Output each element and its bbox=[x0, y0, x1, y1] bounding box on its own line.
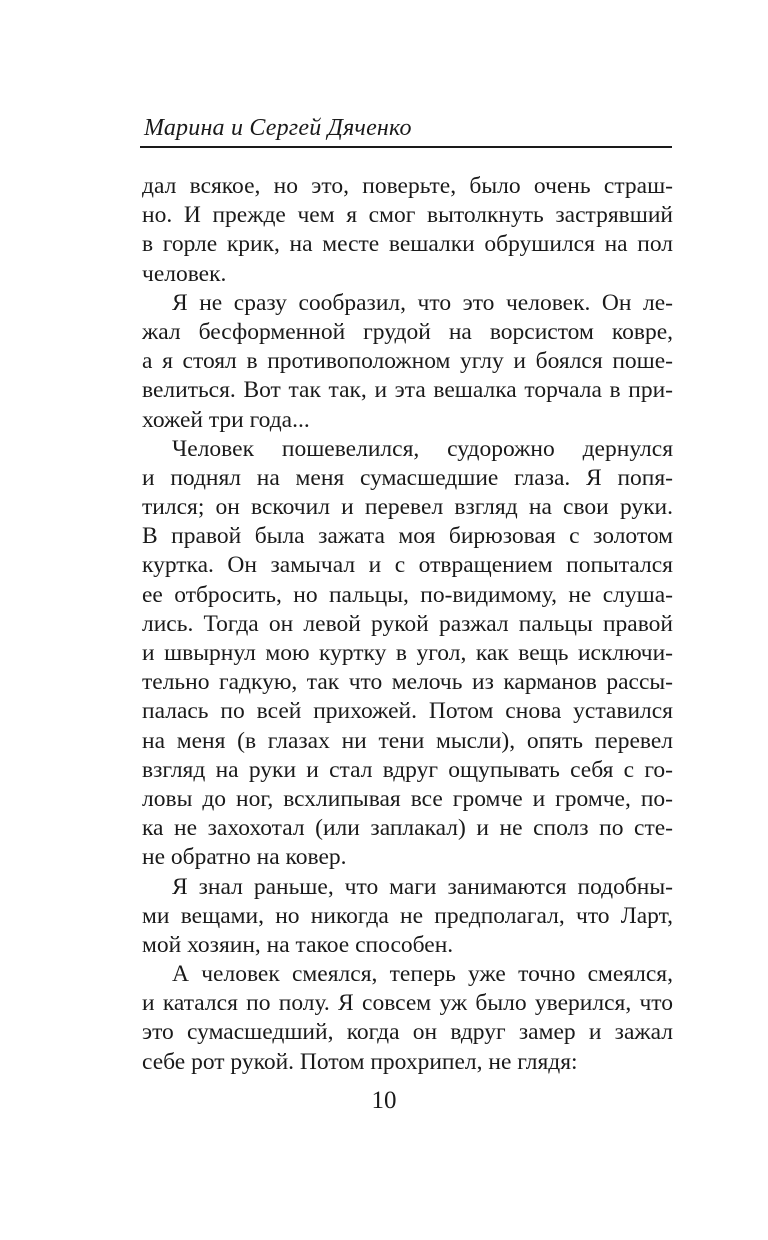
text-line: В правой была зажата моя бирюзовая с золотом bbox=[142, 523, 673, 550]
text-line: мой хозяин, на такое способен. bbox=[142, 931, 454, 958]
text-line: Я не сразу сообразил, что это человек. Он ле- bbox=[172, 289, 673, 316]
running-header bbox=[140, 112, 672, 148]
text-line: ее отбросить, но пальцы, по-видимому, не слуша- bbox=[142, 581, 673, 608]
text-line: тельно гадкую, так что мелочь из карманов рассы- bbox=[142, 669, 673, 696]
text-line: это сумасшедший, когда он вдруг замер и зажал bbox=[142, 1019, 673, 1046]
text-line: Человек пошевелился, судорожно дернулся bbox=[172, 435, 673, 462]
text-line: палась по всей прихожей. Потом снова уставился bbox=[142, 698, 673, 725]
text-line: жал бесформенной грудой на ворсистом ковре, bbox=[142, 318, 673, 345]
text-line: Я знал раньше, что маги занимаются подобны- bbox=[172, 873, 673, 900]
text-line: куртка. Он замычал и с отвращением попытался bbox=[142, 552, 673, 579]
text-line: тился; он вскочил и перевел взгляд на свои руки. bbox=[142, 494, 673, 521]
text-line: ловы до ног, всхлипывая все громче и громче, по- bbox=[142, 785, 673, 812]
text-line: велиться. Вот так так, и эта вешалка торчала в при- bbox=[142, 377, 673, 404]
text-line: ми вещами, но никогда не предполагал, что Ларт, bbox=[142, 902, 673, 929]
text-line: дал всякое, но это, поверьте, было очень страш- bbox=[142, 173, 673, 199]
text-line: на меня (в глазах ни тени мысли), опять перевел bbox=[142, 727, 673, 754]
text-line: а я стоял в противоположном углу и боялся поше- bbox=[142, 348, 673, 375]
text-line: не обратно на ковер. bbox=[142, 844, 347, 871]
text-line: хожей три года... bbox=[142, 406, 310, 433]
text-line: ка не захохотал (или заплакал) и не сполз по сте- bbox=[142, 815, 673, 842]
text-line: лись. Тогда он левой рукой разжал пальцы правой bbox=[142, 610, 673, 637]
text-line: и поднял на меня сумасшедшие глаза. Я попя- bbox=[142, 464, 673, 491]
running-header-author: Марина и Сергей Дяченко bbox=[144, 115, 412, 141]
body-text bbox=[142, 172, 673, 1077]
page-number: 10 bbox=[371, 1087, 397, 1114]
text-line: себе рот рукой. Потом прохрипел, не глядя: bbox=[142, 1048, 578, 1075]
text-line: А человек смеялся, теперь уже точно смеялся, bbox=[172, 961, 673, 988]
text-line: и швырнул мою куртку в угол, как вещь исключи- bbox=[142, 640, 673, 666]
text-line: в горле крик, на месте вешалки обрушился на пол bbox=[142, 231, 673, 258]
text-line: взгляд на руки и стал вдруг ощупывать себя с го- bbox=[142, 756, 673, 783]
text-line: и катался по полу. Я совсем уж было уверился, что bbox=[142, 990, 673, 1017]
text-line: человек. bbox=[142, 260, 227, 287]
text-line: но. И прежде чем я смог вытолкнуть застрявший bbox=[142, 202, 673, 229]
